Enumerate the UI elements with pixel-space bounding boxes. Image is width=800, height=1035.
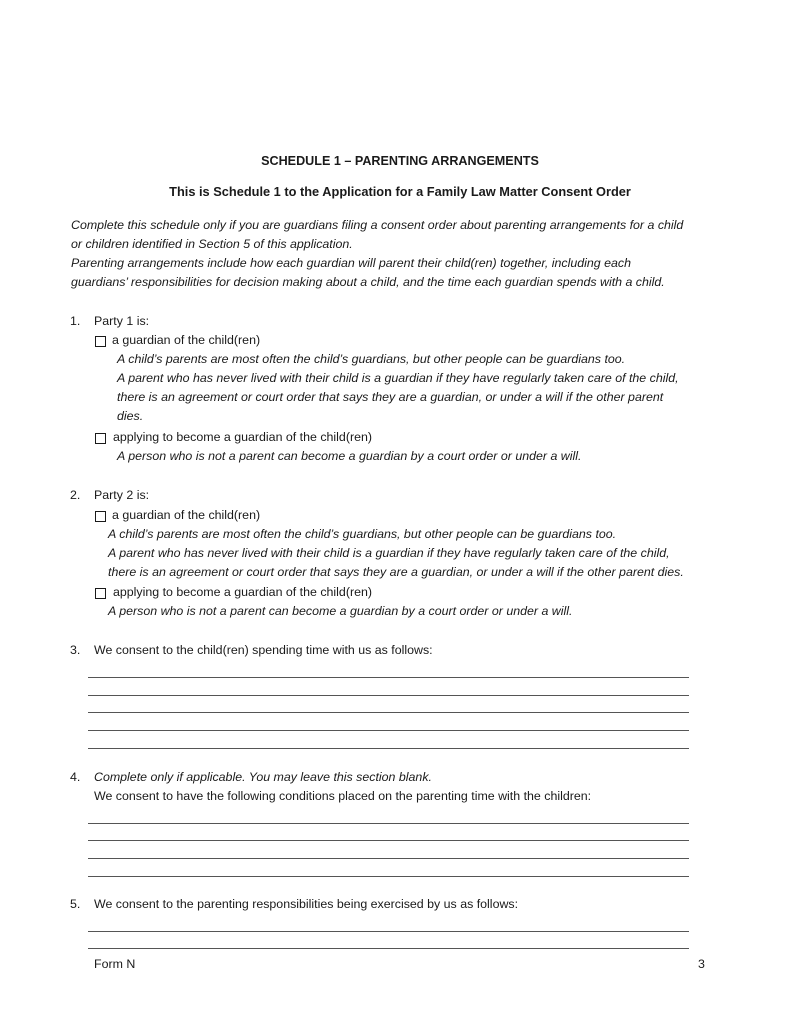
intro-line: Complete this schedule only if you are guardians filing a consent order about parenting arrangements for a child xyxy=(71,218,684,232)
answer-line[interactable] xyxy=(88,858,689,859)
party1-guardian-note: dies. xyxy=(117,409,144,423)
party2-guardian-note: A child’s parents are most often the child’s guardians, but other people can be guardians too. xyxy=(108,527,617,541)
schedule-title: SCHEDULE 1 – PARENTING ARRANGEMENTS xyxy=(261,154,539,168)
party2-applying-checkbox[interactable] xyxy=(95,588,106,599)
schedule-subtitle: This is Schedule 1 to the Application for a Family Law Matter Consent Order xyxy=(169,184,631,199)
intro-line: Parenting arrangements include how each guardian will parent their child(ren) together, including each xyxy=(71,256,631,270)
answer-line[interactable] xyxy=(88,931,689,932)
party1-guardian-note: A child’s parents are most often the child’s guardians, but other people can be guardians too. xyxy=(117,352,626,366)
answer-line[interactable] xyxy=(88,948,689,949)
answer-line[interactable] xyxy=(88,748,689,749)
answer-line[interactable] xyxy=(88,730,689,731)
party2-applying-note: A person who is not a parent can become a guardian by a court order or under a will. xyxy=(108,604,573,618)
party2-guardian-note: there is an agreement or court order that says they are a guardian, or under a will if the other parent dies. xyxy=(108,565,684,579)
section3-text: We consent to the child(ren) spending time with us as follows: xyxy=(94,643,433,657)
answer-line[interactable] xyxy=(88,677,689,678)
party2-heading: Party 2 is: xyxy=(94,488,150,502)
section4-text: We consent to have the following conditions placed on the parenting time with the children: xyxy=(94,789,592,803)
party2-applying-label: applying to become a guardian of the child(ren) xyxy=(113,585,372,599)
party1-guardian-note: A parent who has never lived with their child is a guardian if they have regularly taken care of the child, xyxy=(117,371,679,385)
section-number: 1. xyxy=(70,314,81,328)
section-number: 5. xyxy=(70,897,81,911)
section5-text: We consent to the parenting responsibilities being exercised by us as follows: xyxy=(94,897,519,911)
answer-line[interactable] xyxy=(88,823,689,824)
party1-applying-label: applying to become a guardian of the child(ren) xyxy=(113,430,372,444)
answer-line[interactable] xyxy=(88,712,689,713)
answer-line[interactable] xyxy=(88,840,689,841)
party1-heading: Party 1 is: xyxy=(94,314,150,328)
footer-form-name: Form N xyxy=(94,957,136,971)
party1-guardian-note: there is an agreement or court order that says they are a guardian, or under a will if the other parent xyxy=(117,390,664,404)
section-number: 4. xyxy=(70,770,81,784)
party2-guardian-checkbox[interactable] xyxy=(95,511,106,522)
answer-line[interactable] xyxy=(88,695,689,696)
footer-page-number: 3 xyxy=(698,957,705,971)
party1-applying-checkbox[interactable] xyxy=(95,433,106,444)
party1-guardian-label: a guardian of the child(ren) xyxy=(112,333,261,347)
section-number: 2. xyxy=(70,488,81,502)
party2-guardian-label: a guardian of the child(ren) xyxy=(112,508,261,522)
intro-line: or children identified in Section 5 of this application. xyxy=(71,237,353,251)
party2-guardian-note: A parent who has never lived with their child is a guardian if they have regularly taken care of the child, xyxy=(108,546,670,560)
section4-note: Complete only if applicable. You may leave this section blank. xyxy=(94,770,432,784)
party1-applying-note: A person who is not a parent can become a guardian by a court order or under a will. xyxy=(117,449,582,463)
intro-line: guardians’ responsibilities for decision making about a child, and the time each guardian spends with a child. xyxy=(71,275,665,289)
section-number: 3. xyxy=(70,643,81,657)
answer-line[interactable] xyxy=(88,876,689,877)
party1-guardian-checkbox[interactable] xyxy=(95,336,106,347)
